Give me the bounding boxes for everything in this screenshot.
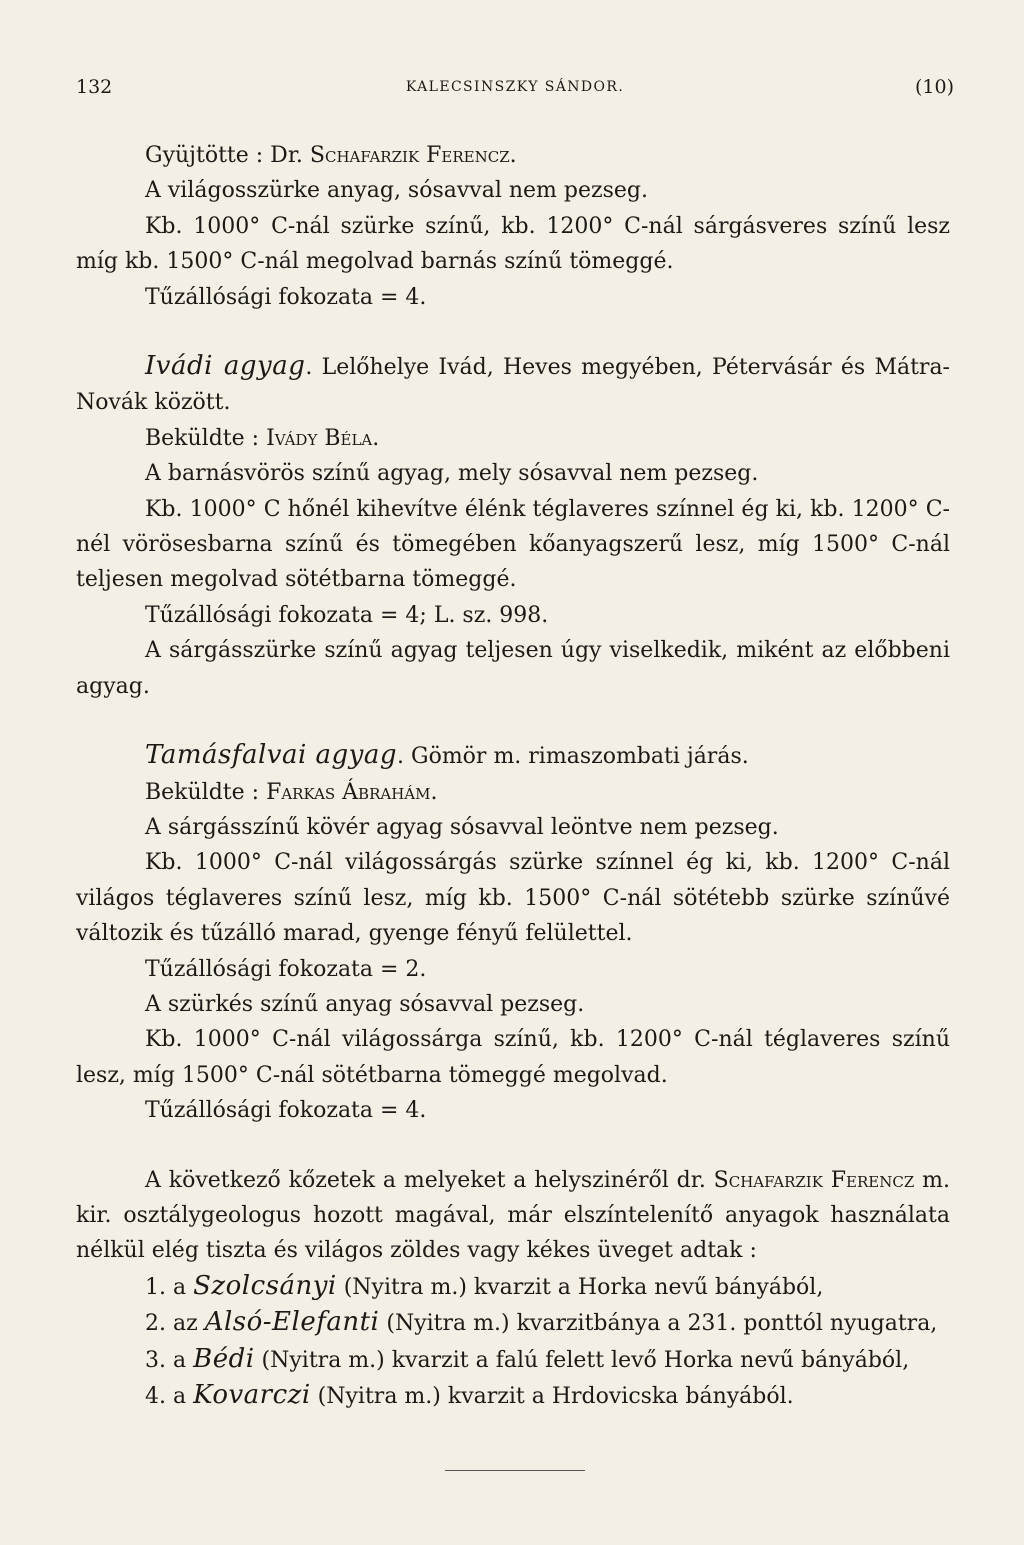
intro-paragraph: A következő kőzetek a melyeket a helyszinéről dr. Schafarzik Ferencz m. kir. osztálygeologus hozott magával, már elszíntelenítő anyagok használata nélkül elég tiszta és világos zöldes vagy kékes üveget adtak : xyxy=(76,1167,950,1264)
paragraph: Tűzállósági fokozata = 2. xyxy=(145,956,427,982)
paragraph: A világosszürke anyag, sósavval nem pezseg. xyxy=(145,178,648,204)
place-name: Kovarczi xyxy=(193,1380,311,1410)
section-number: (10) xyxy=(914,76,954,98)
paragraph: Kb. 1000° C-nál világossárgás szürke színnel ég ki, kb. 1200° C-nál világos téglaveres színű lesz, míg kb. 1500° C-nál sötétebb szürke színűvé változik és tűzálló marad, gyenge fényű felülettel. xyxy=(76,850,950,947)
clay-name: Ivádi agyag xyxy=(145,351,306,382)
end-rule xyxy=(445,1470,585,1471)
paragraph: Tűzállósági fokozata = 4. xyxy=(145,284,427,310)
list-item: 4. a Kovarczi (Nyitra m.) kvarzit a Hrdovicska bányából. xyxy=(145,1380,794,1410)
list-item: 2. az Alsó-Elefanti (Nyitra m.) kvarzitbánya a 231. ponttól nyugatra, xyxy=(145,1307,938,1338)
list-item: 1. a Szolcsányi (Nyitra m.) kvarzit a Horka nevű bányából, xyxy=(145,1270,824,1301)
body-text xyxy=(76,138,950,1414)
paragraph: A sárgásszínű kövér agyag sósavval leöntve nem pezseg. xyxy=(145,814,779,840)
paragraph: A barnásvörös színű agyag, mely sósavval nem pezseg. xyxy=(145,461,759,487)
page-header xyxy=(76,72,954,102)
sender-line: Beküldte : Ivády Béla. xyxy=(145,425,380,451)
paragraph: Tűzállósági fokozata = 4; L. sz. 998. xyxy=(145,602,549,628)
collector-line: Gyüjtötte : Dr. Schafarzik Ferencz. xyxy=(145,143,517,168)
paragraph: A szürkés színű anyag sósavval pezseg. xyxy=(145,991,585,1017)
section-heading: Ivádi agyag. Lelőhelye Ivád, Heves megyében, Pétervásár és Mátra-Novák között. xyxy=(76,351,950,416)
place-name: Szolcsányi xyxy=(193,1270,337,1301)
person-name: Ivády Béla. xyxy=(266,425,380,451)
clay-name: Tamásfalvai agyag xyxy=(145,740,398,771)
section-heading: Tamásfalvai agyag. Gömör m. rimaszombati járás. xyxy=(145,740,749,771)
running-title: KALECSINSZKY SÁNDOR. xyxy=(405,79,625,95)
person-name: Schafarzik Ferencz xyxy=(713,1167,915,1193)
paragraph: Kb. 1000° C-nál világossárga színű, kb. 1200° C-nál téglaveres színű lesz, míg 1500° C-nál sötétbarna tömeggé megolvad. xyxy=(76,1027,950,1088)
paragraph: Kb. 1000° C-nál szürke színű, kb. 1200° C-nál sárgásveres színű lesz míg kb. 1500° C-nál megolvad barnás színű tömeggé. xyxy=(76,213,950,275)
place-name: Bédi xyxy=(193,1343,255,1374)
paragraph: A sárgásszürke színű agyag teljesen úgy viselkedik, miként az előbbeni agyag. xyxy=(76,638,950,699)
person-name: Farkas Ábrahám. xyxy=(266,779,438,805)
person-name: Schafarzik Ferencz. xyxy=(309,143,517,168)
place-name: Alsó-Elefanti xyxy=(204,1307,380,1338)
paragraph: Kb. 1000° C hőnél kihevítve élénk téglaveres színnel ég ki, kb. 1200° C-nél vörösesbarna színű és tömegében kőanyagszerű lesz, míg 1500° C-nál teljesen megolvad sötétbarna tömeggé. xyxy=(76,496,950,593)
paragraph: Tűzállósági fokozata = 4. xyxy=(145,1098,427,1124)
page-number: 132 xyxy=(76,76,113,98)
sender-line: Beküldte : Farkas Ábrahám. xyxy=(145,779,438,805)
list-item: 3. a Bédi (Nyitra m.) kvarzit a falú felett levő Horka nevű bányából, xyxy=(145,1343,910,1374)
